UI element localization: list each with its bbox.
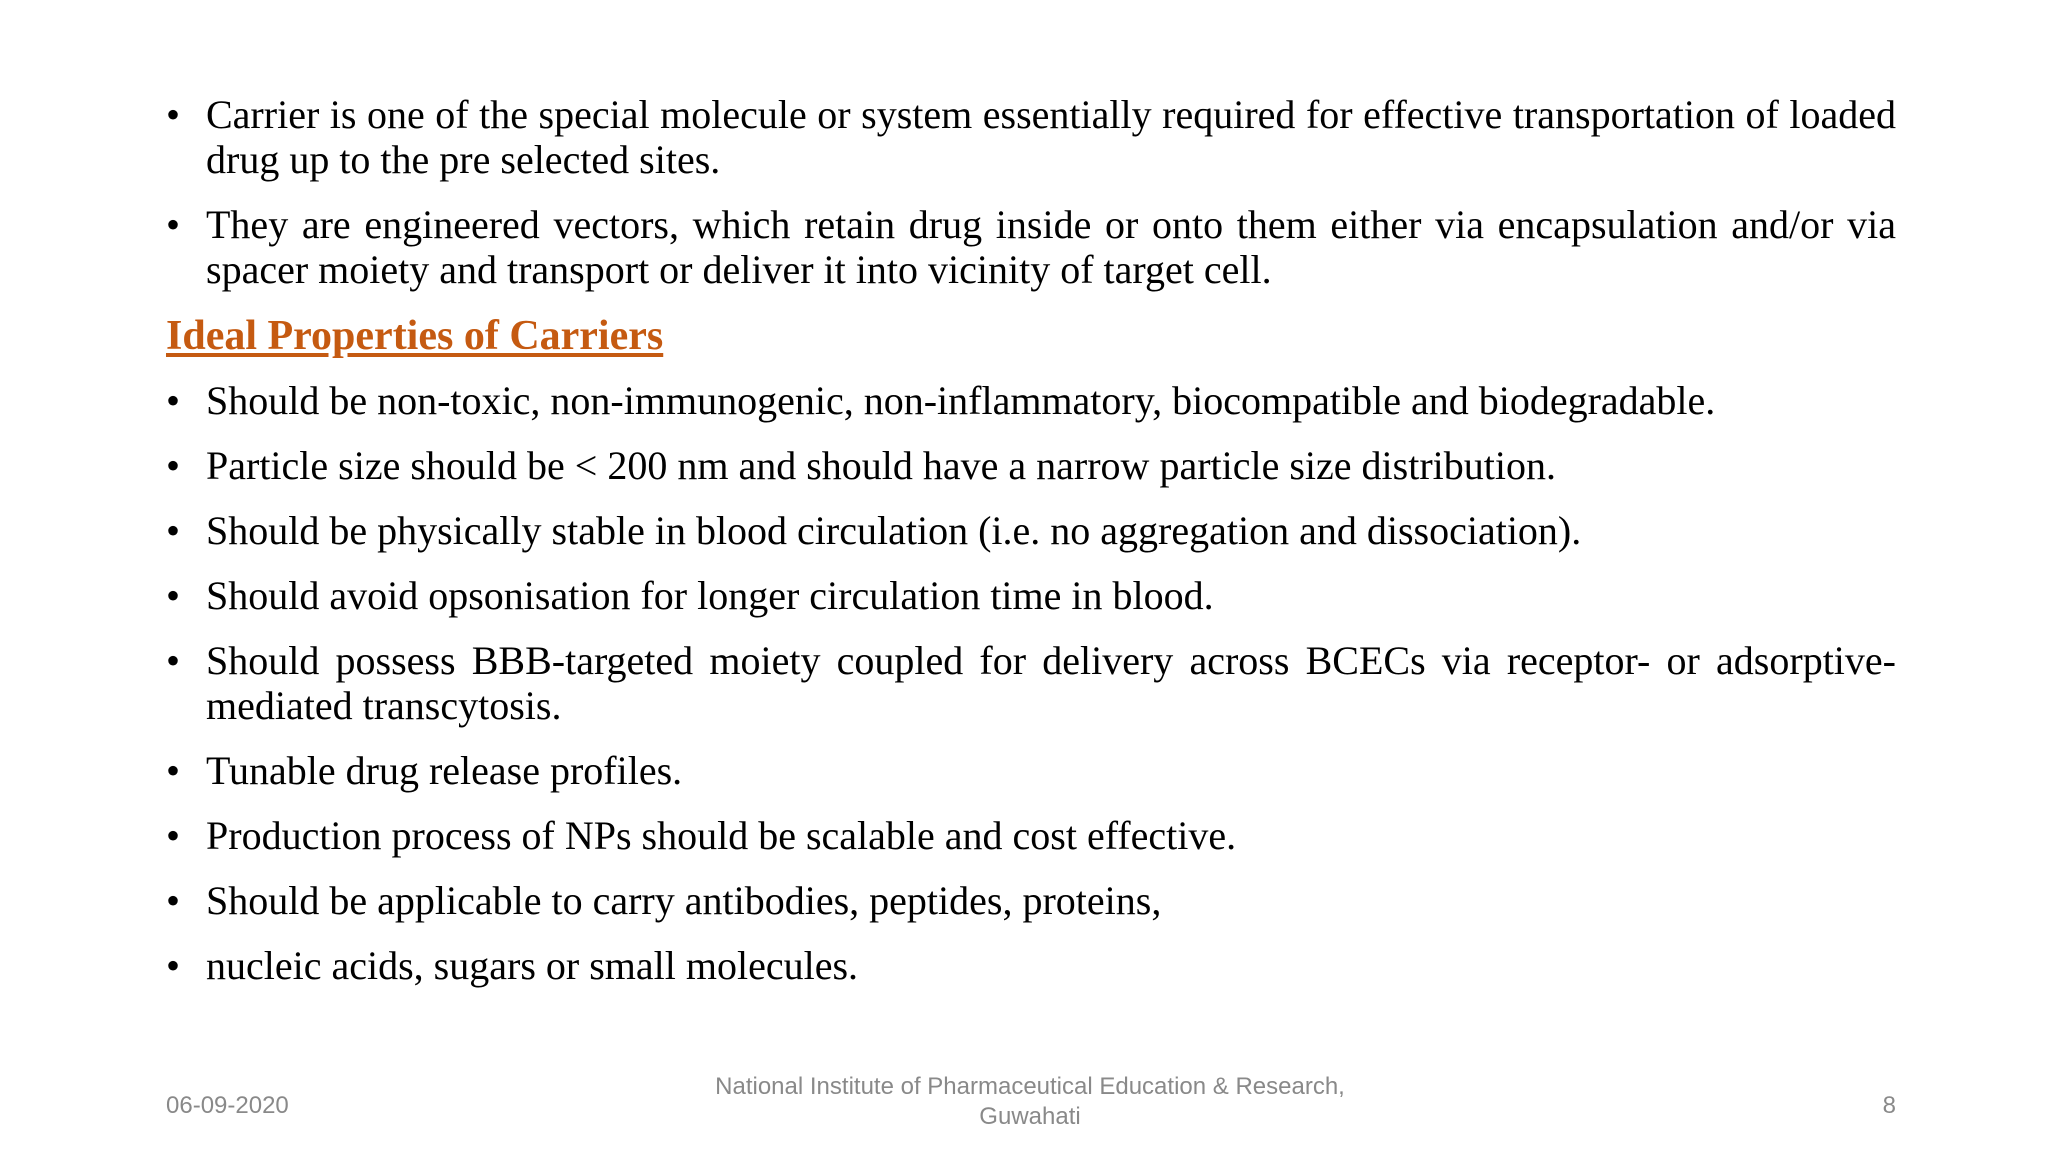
bullet-dot: • [166, 573, 181, 618]
properties-bullet-list [166, 378, 1896, 988]
bullet-text: Production process of NPs should be scalable and cost effective. [206, 813, 1237, 858]
bullet-dot: • [166, 878, 181, 923]
bullet-text: Should be physically stable in blood circulation (i.e. no aggregation and dissociation). [206, 508, 1582, 553]
footer-page-number: 8 [1882, 1092, 1896, 1119]
bullet-dot: • [166, 748, 181, 793]
bullet-text: They are engineered vectors, which retain drug inside or onto them either via encapsulation and/or via spacer moiety and transport or deliver it into vicinity of target cell. [206, 202, 1896, 292]
bullet-text: Tunable drug release profiles. [206, 748, 683, 793]
bullet-text: Should be non-toxic, non-immunogenic, non-inflammatory, biocompatible and biodegradable. [206, 378, 1716, 423]
bullet-text: nucleic acids, sugars or small molecules. [206, 943, 859, 988]
footer-date: 06-09-2020 [166, 1092, 289, 1119]
intro-bullet-2 [166, 202, 1896, 292]
bullet-dot: • [166, 202, 181, 247]
property-bullet-2 [166, 443, 1896, 488]
intro-bullet-list [166, 92, 1896, 292]
bullet-dot: • [166, 378, 181, 423]
property-bullet-7 [166, 813, 1896, 858]
property-bullet-3 [166, 508, 1896, 553]
bullet-dot: • [166, 813, 181, 858]
bullet-text: Particle size should be < 200 nm and should have a narrow particle size distribution. [206, 443, 1556, 488]
bullet-dot: • [166, 508, 181, 553]
bullet-dot: • [166, 92, 181, 137]
bullet-text: Should avoid opsonisation for longer circulation time in blood. [206, 573, 1214, 618]
property-bullet-9 [166, 943, 1896, 988]
property-bullet-4 [166, 573, 1896, 618]
footer-institute: National Institute of Pharmaceutical Education & Research, Guwahati [715, 1073, 1345, 1130]
bullet-dot: • [166, 443, 181, 488]
bullet-text: Should be applicable to carry antibodies, peptides, proteins, [206, 878, 1162, 923]
bullet-text: Should possess BBB-targeted moiety coupled for delivery across BCECs via receptor- or adsorptive-mediated transcytosis. [206, 638, 1896, 728]
property-bullet-6 [166, 748, 1896, 793]
property-bullet-1 [166, 378, 1896, 423]
slide-content [166, 92, 1896, 1008]
bullet-dot: • [166, 638, 181, 683]
bullet-text: Carrier is one of the special molecule or system essentially required for effective transportation of loaded drug up to the pre selected sites. [206, 92, 1896, 182]
bullet-dot: • [166, 943, 181, 988]
section-heading: Ideal Properties of Carriers [166, 313, 664, 359]
intro-bullet-1 [166, 92, 1896, 182]
property-bullet-8 [166, 878, 1896, 923]
property-bullet-5 [166, 638, 1896, 728]
